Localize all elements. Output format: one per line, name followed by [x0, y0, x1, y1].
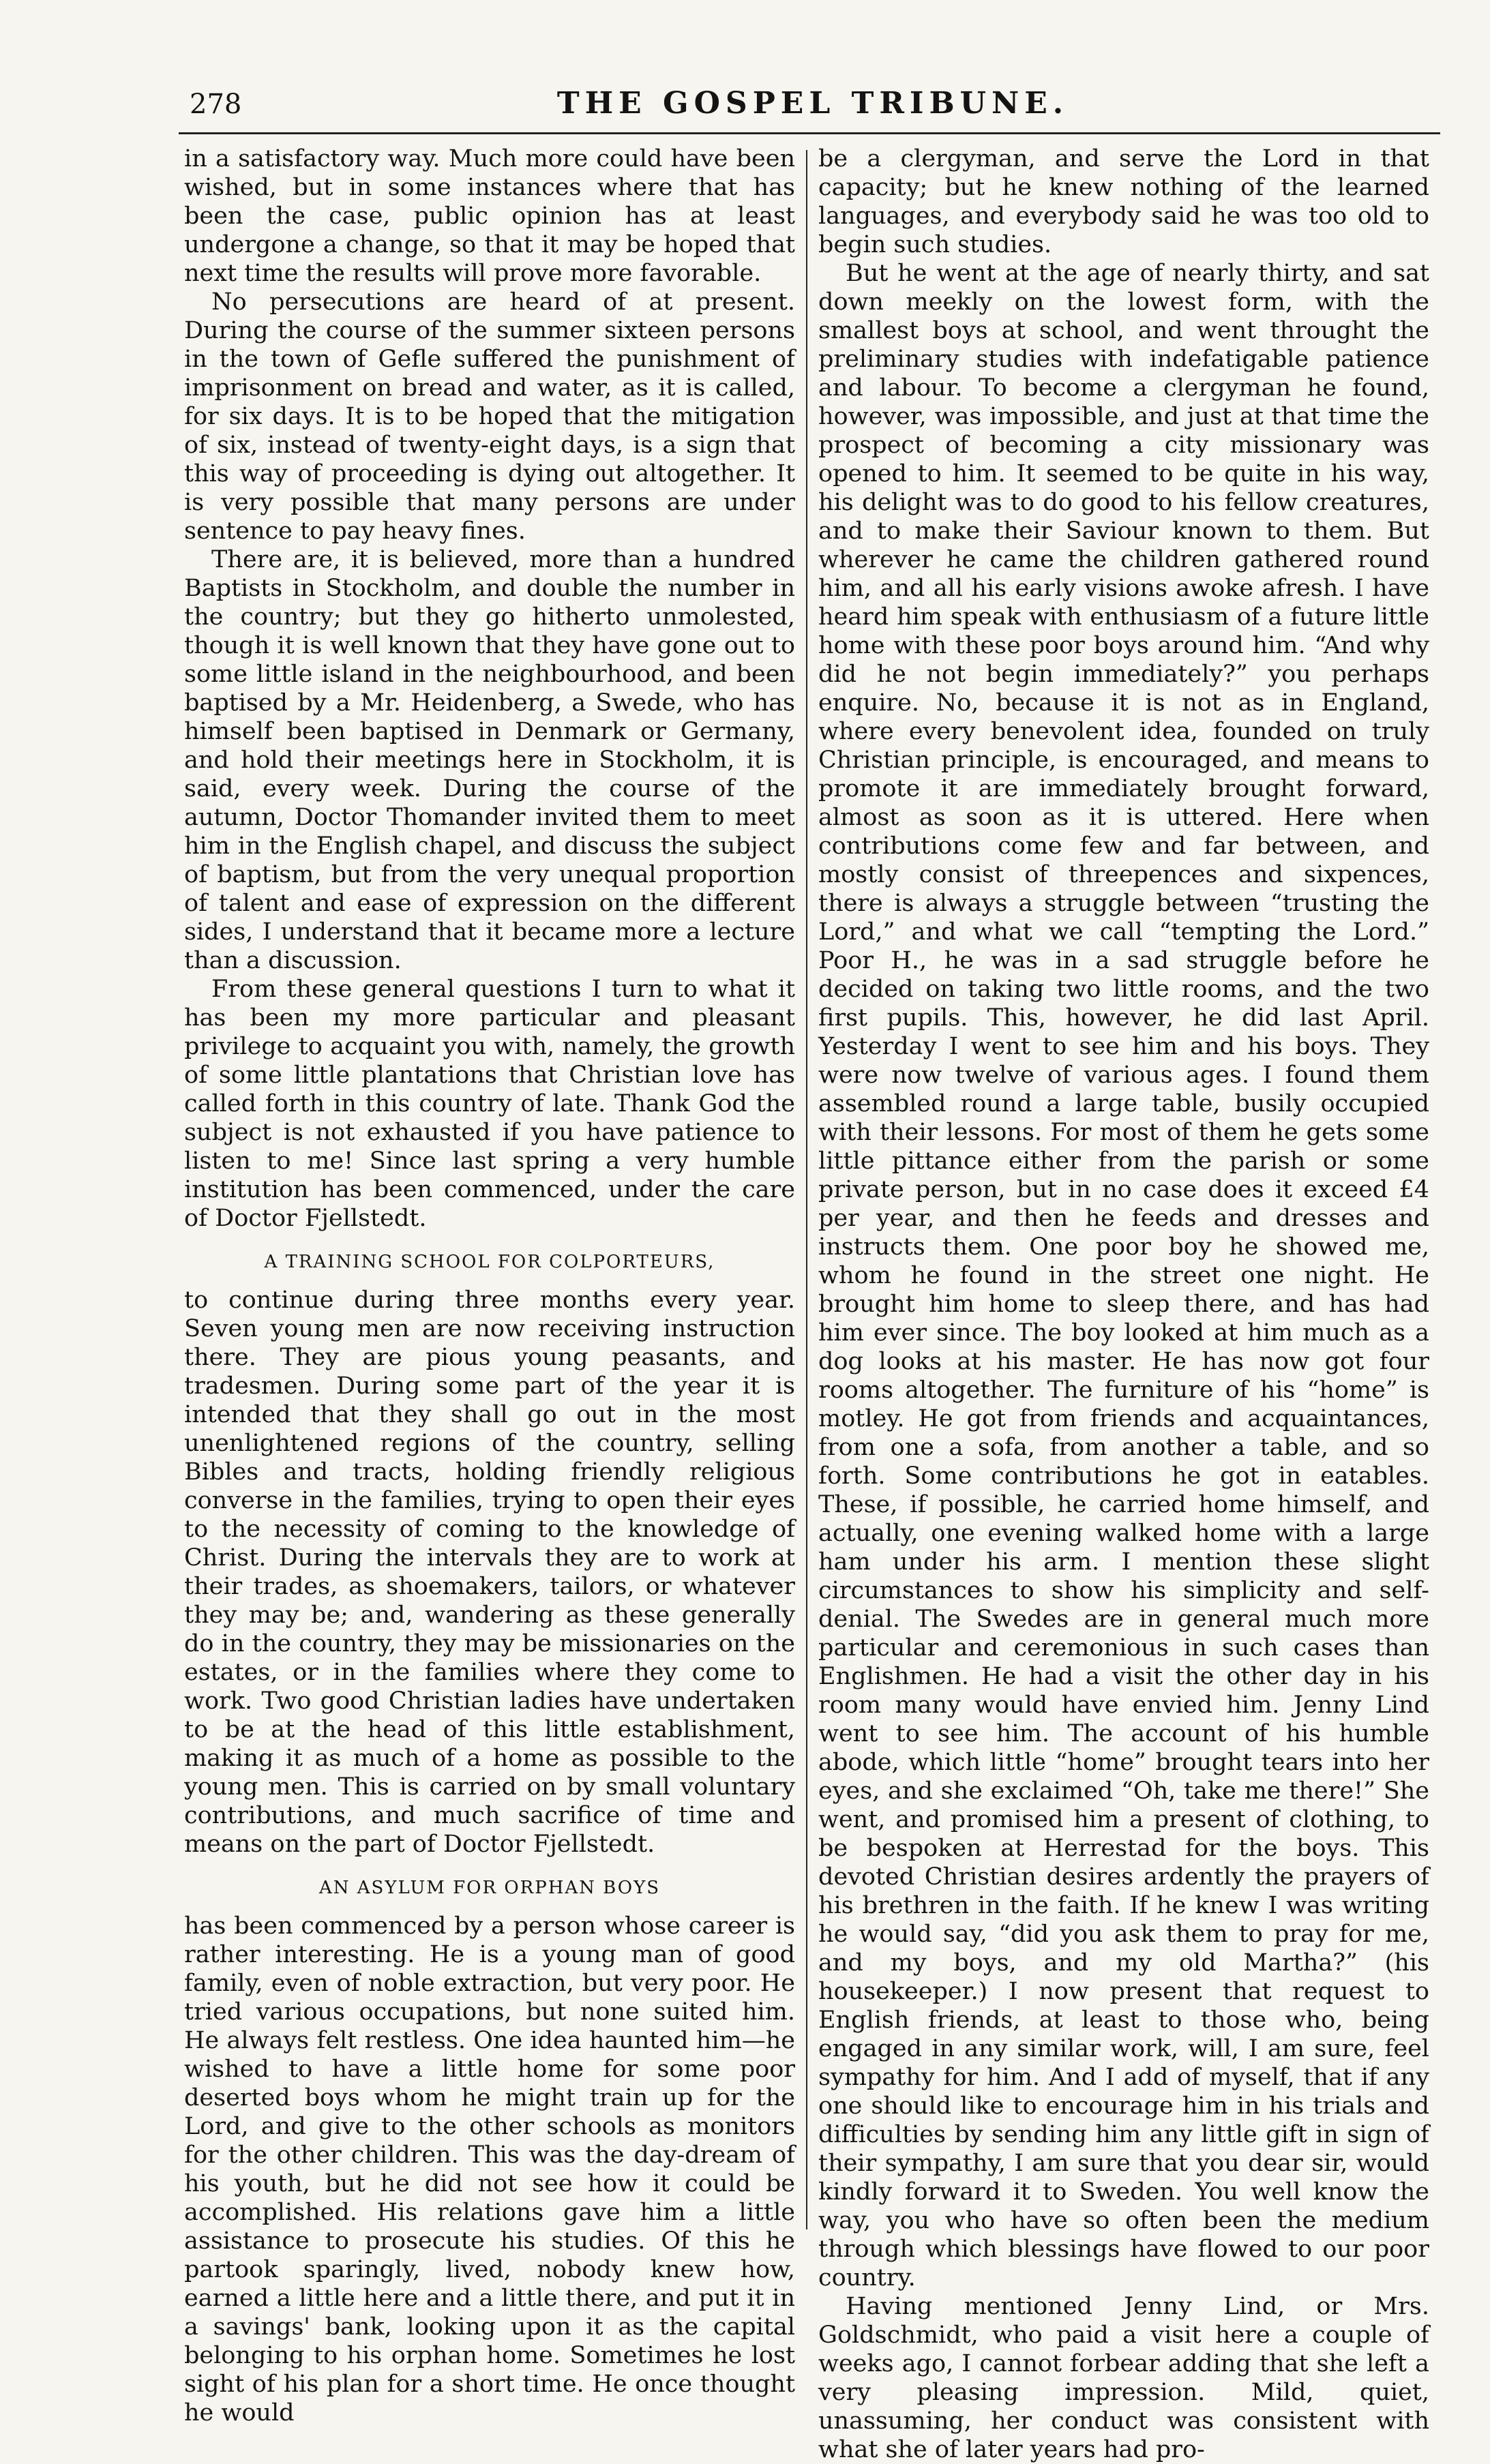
journal-title: THE GOSPEL TRIBUNE. — [556, 86, 1069, 121]
paragraph: From these general questions I turn to what it has been my more particular and pleasant privilege to acquaint you with, namely, the growth of some little plantations that Christian love has called forth in this country of late. Thank God the subject is not exhausted if you have patience to listen to me! Since last spring a very humble institution has been commenced, under the care of Doctor Fjellstedt. — [184, 976, 795, 1232]
page-header — [190, 83, 1436, 131]
paragraph: has been commenced by a person whose career is rather interesting. He is a young man of good family, even of noble extraction, but very poor. He tried various occupations, but none suited him. He always felt restless. One idea haunted him—he wished to have a little home for some poor deserted boys whom he might train up for the Lord, and give to the other schools as monitors for the other children. This was the day-dream of his youth, but he did not see how it could be accomplished. His relations gave him a little assistance to prosecute his studies. Of this he partook sparingly, lived, nobody knew how, earned a little here and a little there, and put it in a savings' bank, looking upon it as the capital belonging to his orphan home. Sometimes he lost sight of his plan for a short time. He once thought he would — [184, 1912, 795, 2427]
section-heading: A TRAINING SCHOOL FOR COLPORTEURS, — [264, 1252, 715, 1272]
paragraph: Having mentioned Jenny Lind, or Mrs. Goldschmidt, who paid a visit here a couple of weeks ago, I cannot forbear adding that she left a very pleasing impression. Mild, quiet, unassuming, her conduct was consistent with what she of later years had pro- — [818, 2293, 1429, 2463]
header-rule — [179, 132, 1440, 134]
paragraph: to continue during three months every year. Seven young men are now receiving instruction there. They are pious young peasants, and tradesmen. During some part of the year it is intended that they shall go out in the most unenlightened regions of the country, selling Bibles and tracts, holding friendly religious converse in the families, trying to open their eyes to the necessity of coming to the knowledge of Christ. During the intervals they are to work at their trades, as shoemakers, tailors, or whatever they may be; and, wandering as these generally do in the country, they may be missionaries on the estates, or in the families where they come to work. Two good Christian ladies have undertaken to be at the head of this little establishment, making it as much of a home as possible to the young men. This is carried on by small voluntary contributions, and much sacrifice of time and means on the part of Doctor Fjellstedt. — [184, 1287, 795, 1858]
section-heading: AN ASYLUM FOR ORPHAN BOYS — [318, 1878, 661, 1898]
page-number: 278 — [190, 89, 242, 120]
paragraph: But he went at the age of nearly thirty, and sat down meekly on the lowest form, with the smallest boys at school, and went throught the preliminary studies with indefatigable patience and labour. To become a clergyman he found, however, was impossible, and just at that time the prospect of becoming a city missionary was opened to him. It seemed to be quite in his way, his delight was to do good to his fellow creatures, and to make their Saviour known to them. But wherever he came the children gathered round him, and all his early visions awoke afresh. I have heard him speak with enthusiasm of a future little home with these poor boys around him. “And why did he not begin immediately?” you perhaps enquire. No, because it is not as in England, where every benevolent idea, founded on truly Christian principle, is encouraged, and means to promote it are immediately brought forward, almost as soon as it is uttered. Here when contributions come few and far between, and mostly consist of threepences and sixpences, there is always a struggle between “trusting the Lord,” and what we call “tempting the Lord.” Poor H., he was in a sad struggle before he decided on taking two little rooms, and the two first pupils. This, however, he did last April. Yesterday I went to see him and his boys. They were now twelve of various ages. I found them assembled round a large table, busily occupied with their lessons. For most of them he gets some little pittance either from the parish or some private person, but in no case does it exceed £4 per year, and then he feeds and dresses and instructs them. One poor boy he showed me, whom he found in the street one night. He brought him home to sleep there, and has had him ever since. The boy looked at him much as a dog looks at his master. He has now got four rooms altogether. The furniture of his “home” is motley. He got from friends and acquaintances, from one a sofa, from another a table, and so forth. Some contributions he got in eatables. These, if possible, he carried home himself, and actually, one evening walked home with a large ham under his arm. I mention these slight circumstances to show his simplicity and self-denial. The Swedes are in general much more particular and ceremonious in such cases than Englishmen. He had a visit the other day in his room many would have envied him. Jenny Lind went to see him. The account of his humble abode, which little “home” brought tears into her eyes, and she exclaimed “Oh, take me there!” She went, and promised him a present of clothing, to be bespoken at Herrestad for the boys. This devoted Christian desires ardently the prayers of his brethren in the faith. If he knew I was writing he would say, “did you ask them to pray for me, and my boys, and my old Martha?” (his housekeeper.) I now present that request to English friends, at least to those who, being engaged in any similar work, will, I am sure, feel sympathy for him. And I add of myself, that if any one should like to encourage him in his trials and difficulties by sending him any little gift in sign of their sympathy, I am sure that you dear sir, would kindly forward it to Sweden. You well know the way, you who have so often been the medium through which blessings have flowed to our poor country. — [818, 260, 1429, 2292]
paragraph: There are, it is believed, more than a hundred Baptists in Stockholm, and double the number in the country; but they go hitherto unmolested, though it is well known that they have gone out to some little island in the neighbourhood, and been baptised by a Mr. Heidenberg, a Swede, who has himself been baptised in Denmark or Germany, and hold their meetings here in Stockholm, it is said, every week. During the course of the autumn, Doctor Thomander invited them to meet him in the English chapel, and discuss the subject of baptism, but from the very unequal proportion of talent and ease of expression on the different sides, I understand that it became more a lecture than a discussion. — [184, 546, 795, 974]
right-column — [818, 145, 1429, 2463]
paragraph: in a satisfactory way. Much more could have been wished, but in some instances where that has been the case, public opinion has at least undergone a change, so that it may be hoped that next time the results will prove more favorable. — [184, 145, 795, 287]
left-column — [184, 145, 795, 2427]
paragraph: be a clergyman, and serve the Lord in that capacity; but he knew nothing of the learned languages, and everybody said he was too old to begin such studies. — [818, 145, 1429, 258]
column-divider — [806, 150, 807, 2229]
paragraph: No persecutions are heard of at present. During the course of the summer sixteen persons in the town of Gefle suffered the punishment of imprisonment on bread and water, as it is called, for six days. It is to be hoped that the mitigation of six, instead of twenty-eight days, is a sign that this way of proceeding is dying out altogether. It is very possible that many persons are under sentence to pay heavy fines. — [184, 288, 795, 545]
